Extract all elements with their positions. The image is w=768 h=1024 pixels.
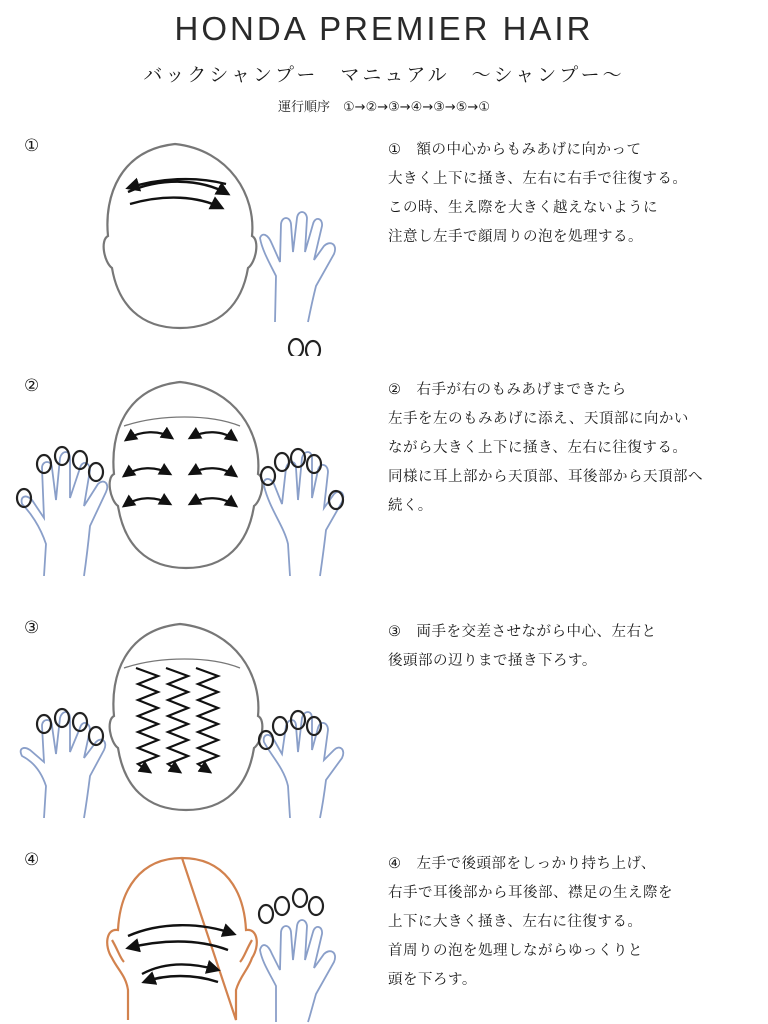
text-line: 注意し左手で顔周りの泡を処理する。 bbox=[388, 229, 643, 245]
step-2-description bbox=[388, 376, 760, 521]
step-3 bbox=[0, 618, 768, 828]
right-hand-icon bbox=[264, 712, 344, 818]
arrows bbox=[128, 925, 234, 982]
text-line: ① 額の中心からもみあげに向かって bbox=[388, 142, 642, 158]
text-line: 右手で耳後部から耳後部、襟足の生え際を bbox=[388, 885, 673, 901]
text-line: ② 右手が右のもみあげまできたら bbox=[388, 382, 627, 398]
text-line: 首周りの泡を処理しながらゆっくりと bbox=[388, 943, 643, 959]
arrows bbox=[124, 432, 236, 506]
text-line: ④ 左手で後頭部をしっかり持ち上げ、 bbox=[388, 856, 656, 872]
fingertip-markers bbox=[289, 339, 320, 356]
head-top-icon bbox=[110, 382, 263, 568]
right-hand-icon bbox=[260, 920, 335, 1022]
text-line: 同様に耳上部から天頂部、耳後部から天頂部へ bbox=[388, 469, 703, 485]
head-top-icon bbox=[110, 624, 263, 810]
step-4 bbox=[0, 850, 768, 1024]
text-line: 上下に大きく掻き、左右に往復する。 bbox=[388, 914, 643, 930]
right-hand-icon bbox=[260, 212, 335, 322]
text-line: ながら大きく上下に掻き、左右に往復する。 bbox=[388, 440, 688, 456]
zigzag-arrows bbox=[136, 668, 218, 772]
step-4-description bbox=[388, 850, 760, 995]
text-line: 続く。 bbox=[388, 498, 433, 514]
step-1-description bbox=[388, 136, 760, 252]
step-3-illustration bbox=[0, 618, 370, 828]
step-number: ① bbox=[24, 136, 40, 156]
brand-title: HONDA PREMIER HAIR bbox=[174, 10, 594, 47]
text-line: ③ 両手を交差させながら中心、左右と bbox=[388, 624, 657, 640]
left-hand-icon bbox=[22, 452, 108, 576]
step-3-description bbox=[388, 618, 760, 676]
step-number: ② bbox=[24, 376, 40, 396]
step-4-illustration bbox=[0, 850, 370, 1024]
text-line: 左手を左のもみあげに添え、天頂部に向かい bbox=[388, 411, 689, 427]
step-1-illustration bbox=[0, 136, 370, 356]
text-line: 後頭部の辺りまで掻き下ろす。 bbox=[388, 653, 597, 669]
step-number: ④ bbox=[24, 850, 40, 870]
text-line: 頭を下ろす。 bbox=[388, 972, 477, 988]
step-number: ③ bbox=[24, 618, 40, 638]
head-back-icon bbox=[107, 858, 257, 1020]
text-line: この時、生え際を大きく越えないように bbox=[388, 200, 658, 216]
right-hand-icon bbox=[264, 452, 344, 576]
fingertip-markers bbox=[17, 447, 343, 509]
step-2 bbox=[0, 376, 768, 586]
fingertip-markers bbox=[259, 889, 323, 923]
step-1 bbox=[0, 136, 768, 356]
step-2-illustration bbox=[0, 376, 370, 586]
text-line: 大きく上下に掻き、左右に右手で往復する。 bbox=[388, 171, 688, 187]
arrows bbox=[128, 179, 228, 208]
head-top-icon bbox=[104, 144, 257, 328]
operation-order: 運行順序 ①→②→③→④→③→⑤→① bbox=[278, 100, 490, 115]
manual-subtitle: バックシャンプー マニュアル ～シャンプー～ bbox=[143, 64, 625, 86]
